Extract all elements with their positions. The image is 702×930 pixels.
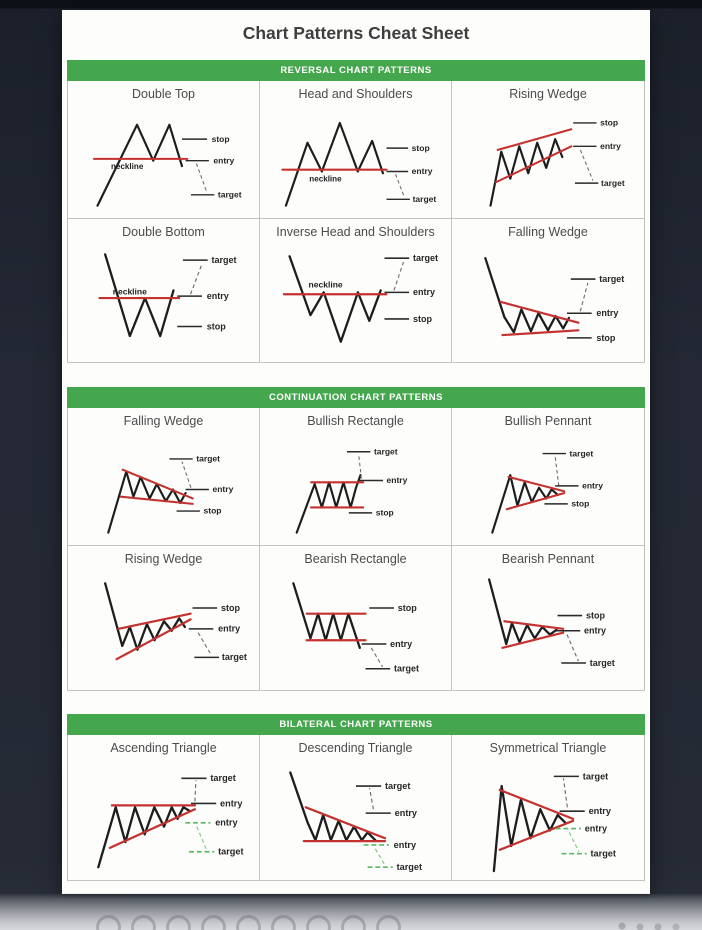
entry-label: entry <box>217 623 240 634</box>
double-bottom-diagram <box>72 243 256 355</box>
entry-down-label: entry <box>214 817 238 828</box>
pattern-cell-bullish-rectangle <box>260 408 452 546</box>
bottom-cropped-text-artifact <box>96 915 401 930</box>
bottom-right-cropped-artifact <box>616 920 686 930</box>
cropped-glyph <box>236 915 261 930</box>
projection-up-dashed-line <box>194 780 195 801</box>
stop-label: stop <box>411 142 430 153</box>
projection-dashed-line <box>181 462 190 488</box>
pattern-name: Rising Wedge <box>124 552 203 566</box>
entry-label: entry <box>386 475 407 486</box>
neckline-label: neckline <box>308 174 342 184</box>
target-label: target <box>569 448 594 459</box>
projection-up-dashed-line <box>369 788 373 809</box>
projection-dashed-line <box>555 456 559 486</box>
neckline-label: neckline <box>112 286 147 297</box>
pennant-upper-line <box>508 477 564 491</box>
entry-label: entry <box>412 287 435 298</box>
rising-wedge-diagram <box>456 105 640 211</box>
target-label: target <box>217 189 242 200</box>
target-up-label: target <box>582 771 609 782</box>
stop-label: stop <box>375 507 394 518</box>
projection-dashed-line <box>371 648 382 667</box>
entry-label: entry <box>596 308 619 319</box>
price-line <box>98 807 190 867</box>
target-label: target <box>589 657 615 668</box>
pattern-cell-bullish-pennant <box>452 408 644 546</box>
pattern-cell-descending-triangle <box>260 735 452 881</box>
section-header-continuation: CONTINUATION CHART PATTERNS <box>67 387 645 408</box>
pattern-cell-rising-wedge-continuation <box>68 546 260 691</box>
target-label: target <box>393 663 419 674</box>
entry-down-label: entry <box>584 823 608 834</box>
pattern-cell-falling-wedge-continuation <box>68 408 260 546</box>
target-label: target <box>412 253 438 264</box>
reversal-grid <box>67 81 645 363</box>
trendline-upper <box>498 129 572 150</box>
pattern-cell-rising-wedge-reversal <box>452 81 644 219</box>
stop-label: stop <box>600 117 619 128</box>
neckline-label: neckline <box>308 279 343 290</box>
projection-dashed-line <box>198 633 211 656</box>
cropped-glyph <box>271 915 296 930</box>
bilateral-grid <box>67 735 645 881</box>
pattern-name: Descending Triangle <box>298 741 413 755</box>
projection-down-dashed-line <box>569 832 579 851</box>
projection-dashed-line <box>580 283 588 311</box>
entry-label: entry <box>584 625 607 636</box>
entry-down-label: entry <box>393 839 416 850</box>
pattern-name: Double Top <box>131 87 195 101</box>
target-label: target <box>601 177 625 188</box>
stop-label: stop <box>397 602 417 613</box>
projection-dashed-line <box>196 163 207 193</box>
stop-label: stop <box>585 610 605 621</box>
cropped-glyph <box>341 915 366 930</box>
price-line <box>296 475 360 532</box>
price-line <box>285 123 382 206</box>
entry-label: entry <box>582 480 603 491</box>
falling-wedge-diagram <box>456 243 640 355</box>
target-label: target <box>195 453 220 464</box>
pattern-cell-double-top <box>68 81 260 219</box>
cropped-glyph <box>166 915 191 930</box>
bullish-rectangle-diagram <box>264 432 448 538</box>
entry-label: entry <box>206 291 229 301</box>
pattern-name: Falling Wedge <box>508 225 588 239</box>
symmetrical-triangle-diagram <box>456 759 640 873</box>
head-and-shoulders-diagram <box>264 105 448 211</box>
target-up-label: target <box>209 773 236 784</box>
pattern-name: Bearish Pennant <box>501 552 595 566</box>
projection-dashed-line <box>567 635 578 662</box>
cheat-sheet-card <box>62 10 650 894</box>
pattern-name: Bullish Rectangle <box>307 414 404 428</box>
entry-up-label: entry <box>394 808 417 818</box>
pattern-name: Rising Wedge <box>509 87 587 101</box>
section-header-bilateral: BILATERAL CHART PATTERNS <box>67 714 645 735</box>
pattern-name: Falling Wedge <box>123 414 204 428</box>
projection-dashed-line <box>393 262 402 290</box>
stop-label: stop <box>571 498 590 509</box>
inverse-head-and-shoulders-diagram <box>264 243 448 355</box>
pattern-cell-symmetrical-triangle <box>452 735 644 881</box>
pattern-name: Double Bottom <box>122 225 205 239</box>
ascending-triangle-diagram <box>72 759 256 873</box>
pattern-name: Ascending Triangle <box>110 741 217 755</box>
projection-down-dashed-line <box>375 849 385 865</box>
cropped-glyph <box>306 915 331 930</box>
target-label: target <box>599 273 625 284</box>
pattern-name: Inverse Head and Shoulders <box>276 225 435 239</box>
trendline-lower <box>116 619 190 659</box>
descending-triangle-diagram <box>264 759 448 873</box>
pattern-cell-falling-wedge-reversal <box>452 219 644 363</box>
projection-dashed-line <box>190 264 201 294</box>
entry-label: entry <box>600 141 621 152</box>
falling-wedge-continuation-diagram <box>72 432 256 538</box>
stop-label: stop <box>412 313 432 324</box>
entry-label: entry <box>212 155 234 166</box>
pattern-cell-head-and-shoulders <box>260 81 452 219</box>
pattern-name: Head and Shoulders <box>298 87 413 101</box>
projection-dashed-line <box>580 150 593 181</box>
pattern-name: Bullish Pennant <box>504 414 592 428</box>
entry-label: entry <box>389 638 412 649</box>
bearish-pennant-diagram <box>456 570 640 682</box>
cropped-glyph <box>96 915 121 930</box>
continuation-grid <box>67 408 645 691</box>
trendline-upper <box>500 790 573 819</box>
pattern-cell-bearish-rectangle <box>260 546 452 691</box>
price-line <box>293 583 359 648</box>
pattern-cell-bearish-pennant <box>452 546 644 691</box>
entry-label: entry <box>212 484 233 495</box>
pattern-name: Symmetrical Triangle <box>489 741 607 755</box>
rising-wedge-continuation-diagram <box>72 570 256 682</box>
projection-down-dashed-line <box>196 827 206 850</box>
pattern-cell-inverse-head-and-shoulders <box>260 219 452 363</box>
bearish-rectangle-diagram <box>264 570 448 682</box>
projection-dashed-line <box>395 174 404 197</box>
price-line <box>485 258 569 332</box>
target-label: target <box>412 194 436 205</box>
trendline-upper <box>501 302 579 323</box>
stop-label: stop <box>596 332 616 343</box>
price-line <box>289 256 380 341</box>
neckline-label: neckline <box>110 161 143 171</box>
cropped-glyph <box>131 915 156 930</box>
target-label: target <box>373 446 398 457</box>
stop-label: stop <box>220 602 240 613</box>
entry-up-label: entry <box>588 806 611 817</box>
entry-label: entry <box>411 166 433 177</box>
pattern-name: Bearish Rectangle <box>304 552 407 566</box>
section-header-reversal: REVERSAL CHART PATTERNS <box>67 60 645 81</box>
projection-up-dashed-line <box>563 778 567 807</box>
cropped-glyph <box>201 915 226 930</box>
price-line <box>489 579 556 644</box>
pattern-cell-double-bottom <box>68 219 260 363</box>
target-down-label: target <box>217 846 244 857</box>
cropped-glyph <box>376 915 401 930</box>
double-top-diagram <box>72 105 256 211</box>
target-label: target <box>210 254 236 265</box>
stop-label: stop <box>211 133 230 144</box>
stop-label: stop <box>206 321 226 332</box>
target-down-label: target <box>396 862 422 873</box>
target-down-label: target <box>590 848 616 859</box>
stop-label: stop <box>203 505 222 516</box>
pattern-cell-ascending-triangle <box>68 735 260 881</box>
bullish-pennant-diagram <box>456 432 640 538</box>
target-up-label: target <box>384 780 410 791</box>
page-title: Chart Patterns Cheat Sheet <box>242 23 470 43</box>
entry-up-label: entry <box>219 798 242 809</box>
target-label: target <box>221 652 247 663</box>
